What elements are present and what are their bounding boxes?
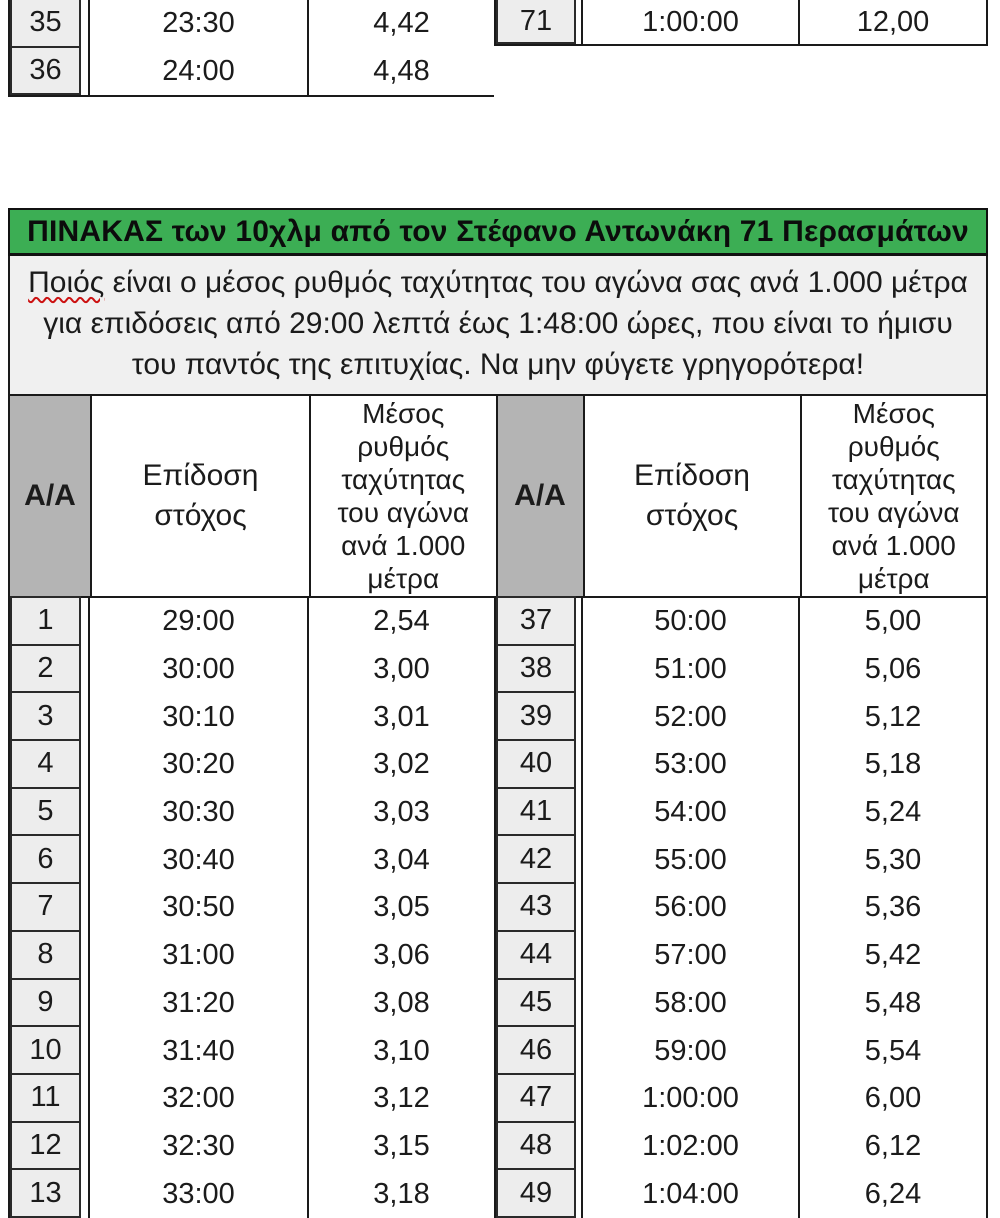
table-title: ΠΙΝΑΚΑΣ των 10χλμ από τον Στέφανο Αντωνάκη 71 Περασμάτων — [27, 214, 969, 248]
target-time-cell: 30:10 — [88, 693, 307, 741]
pace-cell: 4,42 — [307, 0, 494, 48]
row-number: 36 — [10, 46, 81, 96]
row-number: 11 — [10, 1073, 81, 1123]
col-header-aa-left: Α/Α — [10, 396, 90, 596]
pace-cell: 3,02 — [307, 741, 494, 789]
whitespace-gap — [8, 97, 988, 208]
row-number: 5 — [10, 787, 81, 837]
row-number: 46 — [496, 1025, 576, 1075]
table-title-bar — [8, 208, 988, 256]
row-number-cell — [496, 1123, 581, 1171]
table-row — [496, 693, 986, 741]
row-number-cell — [10, 836, 88, 884]
row-number-cell — [10, 598, 88, 646]
pace-cell: 2,54 — [307, 598, 494, 646]
pace-cell: 3,12 — [307, 1075, 494, 1123]
row-number: 44 — [496, 930, 576, 980]
table-row — [496, 1170, 986, 1218]
row-number: 47 — [496, 1073, 576, 1123]
target-time-cell: 32:00 — [88, 1075, 307, 1123]
row-number-cell — [10, 789, 88, 837]
row-number-cell — [496, 789, 581, 837]
description-line-1: Ποιός είναι ο μέσος ρυθμός ταχύτητας του αγώνα σας ανά 1.000 μέτρα — [28, 265, 968, 299]
pace-cell: 3,10 — [307, 1027, 494, 1075]
row-number-cell — [10, 1170, 88, 1218]
table-row — [496, 1027, 986, 1075]
target-time-cell: 24:00 — [88, 48, 307, 96]
target-time-cell: 53:00 — [581, 741, 798, 789]
target-time-cell: 30:20 — [88, 741, 307, 789]
row-number-cell — [496, 646, 581, 694]
col-header-pace-left: Μέσος ρυθμός ταχύτητας του αγώνα ανά 1.000 μέτρα — [309, 396, 496, 596]
col-header-target-right: Επίδοση στόχος — [583, 396, 800, 596]
pace-cell: 5,48 — [798, 980, 986, 1028]
pace-cell: 6,12 — [798, 1123, 986, 1171]
row-number-cell — [10, 693, 88, 741]
row-number: 39 — [496, 691, 576, 741]
pace-cell: 3,18 — [307, 1170, 494, 1218]
row-number-cell — [496, 598, 581, 646]
misspelled-word: Ποιός — [28, 265, 105, 299]
row-number: 37 — [496, 596, 576, 646]
row-number: 4 — [10, 739, 81, 789]
row-number: 8 — [10, 930, 81, 980]
row-number-cell — [496, 741, 581, 789]
target-time-cell: 30:50 — [88, 884, 307, 932]
target-time-cell: 54:00 — [581, 789, 798, 837]
pace-cell: 12,00 — [798, 0, 986, 44]
pace-cell: 5,54 — [798, 1027, 986, 1075]
target-time-cell: 32:30 — [88, 1123, 307, 1171]
row-number-cell — [10, 0, 88, 48]
target-time-cell: 1:02:00 — [581, 1123, 798, 1171]
pace-cell: 3,15 — [307, 1123, 494, 1171]
row-number: 13 — [10, 1168, 81, 1218]
target-time-cell: 1:00:00 — [581, 1075, 798, 1123]
table-row — [496, 884, 986, 932]
row-number-cell — [496, 0, 581, 44]
target-time-cell: 31:20 — [88, 980, 307, 1028]
top-partial-table — [8, 0, 988, 97]
pace-cell: 4,48 — [307, 48, 494, 96]
pace-cell: 3,03 — [307, 789, 494, 837]
description-line-3: του παντός της επιτυχίας. Να μην φύγετε γρηγορότερα! — [131, 348, 865, 382]
top-table-right-half — [494, 0, 988, 46]
document-page — [8, 0, 988, 1218]
row-number: 71 — [496, 0, 576, 44]
row-number: 12 — [10, 1121, 81, 1171]
table-body — [8, 598, 988, 1218]
table-row — [496, 741, 986, 789]
row-number: 1 — [10, 596, 81, 646]
col-header-target-left: Επίδοση στόχος — [90, 396, 309, 596]
row-number-cell — [10, 884, 88, 932]
row-number: 48 — [496, 1121, 576, 1171]
row-number: 35 — [10, 0, 81, 48]
target-time-cell: 57:00 — [581, 932, 798, 980]
row-number: 43 — [496, 882, 576, 932]
row-number: 42 — [496, 834, 576, 884]
row-number-cell — [10, 1075, 88, 1123]
description-line-2: για επιδόσεις από 29:00 λεπτά έως 1:48:00 ώρες, που είναι το ήμισυ — [43, 306, 953, 340]
target-time-cell: 52:00 — [581, 693, 798, 741]
table-description — [8, 256, 988, 396]
target-time-cell: 55:00 — [581, 836, 798, 884]
pace-cell: 5,18 — [798, 741, 986, 789]
row-number-cell — [496, 980, 581, 1028]
table-row — [10, 980, 494, 1028]
pace-cell: 5,12 — [798, 693, 986, 741]
target-time-cell: 31:00 — [88, 932, 307, 980]
target-time-cell: 51:00 — [581, 646, 798, 694]
pace-cell: 3,01 — [307, 693, 494, 741]
table-row — [496, 0, 986, 44]
row-number-cell — [496, 932, 581, 980]
target-time-cell: 58:00 — [581, 980, 798, 1028]
row-number-cell — [496, 1027, 581, 1075]
pace-cell: 5,06 — [798, 646, 986, 694]
table-row — [10, 741, 494, 789]
row-number-cell — [496, 1170, 581, 1218]
row-number: 9 — [10, 978, 81, 1028]
pace-cell: 5,30 — [798, 836, 986, 884]
target-time-cell: 30:30 — [88, 789, 307, 837]
row-number: 45 — [496, 978, 576, 1028]
pace-cell: 3,08 — [307, 980, 494, 1028]
target-time-cell: 1:04:00 — [581, 1170, 798, 1218]
target-time-cell: 50:00 — [581, 598, 798, 646]
target-time-cell: 30:40 — [88, 836, 307, 884]
table-row — [10, 0, 494, 48]
target-time-cell: 31:40 — [88, 1027, 307, 1075]
pace-cell: 5,42 — [798, 932, 986, 980]
table-row — [10, 1027, 494, 1075]
target-time-cell: 33:00 — [88, 1170, 307, 1218]
row-number: 10 — [10, 1025, 81, 1075]
table-row — [496, 836, 986, 884]
table-row — [10, 1075, 494, 1123]
target-time-cell: 23:30 — [88, 0, 307, 48]
row-number-cell — [10, 932, 88, 980]
table-row — [10, 48, 494, 96]
column-header-row — [8, 396, 988, 598]
pace-cell: 6,24 — [798, 1170, 986, 1218]
row-number: 38 — [496, 644, 576, 694]
pace-cell: 3,00 — [307, 646, 494, 694]
pace-cell: 3,04 — [307, 836, 494, 884]
table-row — [10, 884, 494, 932]
table-row — [496, 1075, 986, 1123]
row-number-cell — [496, 693, 581, 741]
table-row — [10, 646, 494, 694]
table-row — [10, 1123, 494, 1171]
row-number-cell — [10, 741, 88, 789]
table-row — [496, 789, 986, 837]
row-number-cell — [496, 1075, 581, 1123]
table-row — [496, 932, 986, 980]
row-number: 7 — [10, 882, 81, 932]
row-number-cell — [10, 1123, 88, 1171]
col-header-pace-right: Μέσος ρυθμός ταχύτητας του αγώνα ανά 1.000 μέτρα — [800, 396, 987, 596]
row-number: 41 — [496, 787, 576, 837]
target-time-cell: 30:00 — [88, 646, 307, 694]
table-row — [496, 646, 986, 694]
col-header-aa-right: Α/Α — [496, 396, 583, 596]
target-time-cell: 59:00 — [581, 1027, 798, 1075]
table-row — [10, 693, 494, 741]
top-table-left-half — [8, 0, 494, 97]
row-number-cell — [10, 48, 88, 96]
row-number: 2 — [10, 644, 81, 694]
target-time-cell: 1:00:00 — [581, 0, 798, 44]
row-number: 6 — [10, 834, 81, 884]
table-row — [10, 1170, 494, 1218]
row-number: 49 — [496, 1168, 576, 1218]
row-number-cell — [496, 884, 581, 932]
table-row — [496, 598, 986, 646]
row-number-cell — [10, 980, 88, 1028]
pace-cell: 5,36 — [798, 884, 986, 932]
pace-cell: 3,06 — [307, 932, 494, 980]
table-row — [10, 836, 494, 884]
target-time-cell: 29:00 — [88, 598, 307, 646]
pace-cell: 3,05 — [307, 884, 494, 932]
table-row — [10, 932, 494, 980]
table-right-half — [494, 598, 988, 1218]
row-number: 3 — [10, 691, 81, 741]
table-row — [496, 1123, 986, 1171]
table-row — [10, 789, 494, 837]
pace-cell: 5,24 — [798, 789, 986, 837]
row-number-cell — [10, 646, 88, 694]
pace-cell: 6,00 — [798, 1075, 986, 1123]
row-number-cell — [10, 1027, 88, 1075]
table-row — [10, 598, 494, 646]
row-number: 40 — [496, 739, 576, 789]
table-row — [496, 980, 986, 1028]
table-left-half — [8, 598, 494, 1218]
row-number-cell — [496, 836, 581, 884]
target-time-cell: 56:00 — [581, 884, 798, 932]
pace-cell: 5,00 — [798, 598, 986, 646]
main-table — [8, 208, 988, 1218]
